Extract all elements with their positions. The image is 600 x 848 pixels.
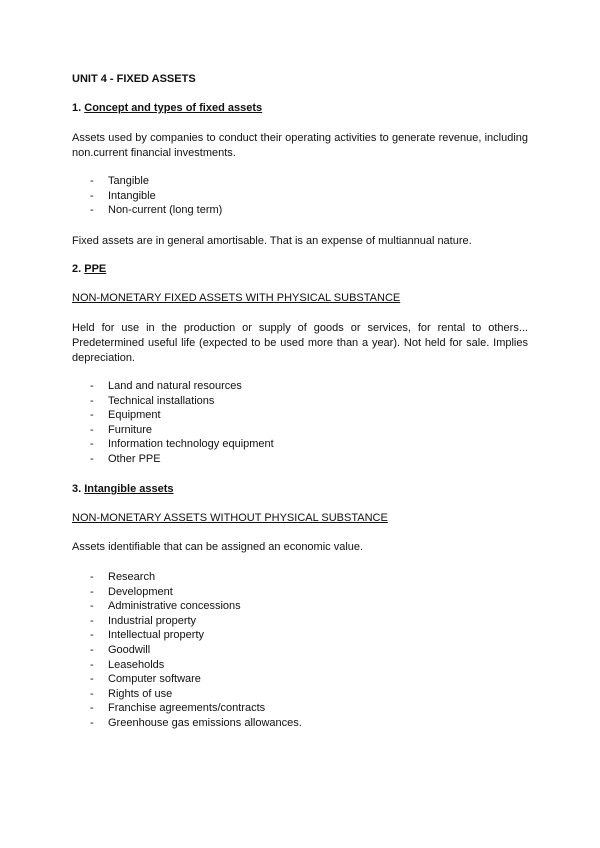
list-marker: - bbox=[90, 614, 94, 627]
list-item bbox=[90, 701, 302, 716]
list-item bbox=[90, 203, 222, 218]
list-item bbox=[90, 437, 274, 452]
list-item-text: Franchise agreements/contracts bbox=[108, 702, 266, 715]
list-item bbox=[90, 570, 302, 585]
section3-title: Intangible assets bbox=[84, 483, 174, 495]
section1-number: 1. bbox=[72, 102, 82, 114]
list-item-text: Tangible bbox=[108, 175, 149, 187]
section2-number: 2. bbox=[72, 263, 82, 275]
list-item-text: Computer software bbox=[108, 673, 201, 686]
list-item-text: Administrative concessions bbox=[108, 600, 241, 613]
list-marker: - bbox=[90, 423, 94, 436]
list-item bbox=[90, 585, 302, 600]
list-item-text: Furniture bbox=[108, 423, 153, 436]
list-item bbox=[90, 189, 222, 204]
section1-heading bbox=[72, 102, 262, 114]
list-item-text: Non-current (long term) bbox=[108, 204, 223, 217]
list-item bbox=[90, 423, 274, 438]
list-marker: - bbox=[90, 600, 94, 613]
list-item bbox=[90, 643, 302, 658]
list-marker: - bbox=[90, 571, 94, 583]
list-item-text: Greenhouse gas emissions allowances. bbox=[108, 716, 302, 729]
list-marker: - bbox=[90, 175, 94, 187]
section3-number: 3. bbox=[72, 483, 82, 495]
section2-heading bbox=[72, 263, 106, 275]
list-marker: - bbox=[90, 452, 94, 465]
list-marker: - bbox=[90, 629, 94, 642]
list-item bbox=[90, 614, 302, 629]
section3-heading bbox=[72, 483, 174, 495]
list-item bbox=[90, 408, 274, 423]
list-item bbox=[90, 174, 222, 189]
list-item bbox=[90, 672, 302, 687]
section1-list bbox=[90, 174, 222, 218]
list-marker: - bbox=[90, 702, 94, 715]
section1-closing: Fixed assets are in general amortisable. That is an expense of multiannual nature. bbox=[72, 235, 472, 247]
list-item bbox=[90, 628, 302, 643]
list-item bbox=[90, 379, 274, 394]
list-marker: - bbox=[90, 189, 94, 202]
list-item-text: Goodwill bbox=[108, 643, 151, 656]
list-marker: - bbox=[90, 673, 94, 686]
unit-title: UNIT 4 - FIXED ASSETS bbox=[72, 73, 196, 85]
list-item-text: Leaseholds bbox=[108, 658, 165, 671]
list-item-text: Intellectual property bbox=[108, 629, 204, 642]
list-item bbox=[90, 716, 302, 731]
list-item-text: Land and natural resources bbox=[108, 380, 242, 392]
section2-subheading: NON-MONETARY FIXED ASSETS WITH PHYSICAL SUBSTANCE bbox=[72, 292, 401, 304]
section3-list bbox=[90, 570, 302, 731]
list-item bbox=[90, 658, 302, 673]
list-item-text: Rights of use bbox=[108, 687, 173, 700]
list-item bbox=[90, 452, 274, 467]
list-item-text: Information technology equipment bbox=[108, 438, 274, 451]
section1-paragraph: Assets used by companies to conduct their operating activities to generate revenue, including non.current financial investments. bbox=[72, 132, 528, 159]
list-item-text: Intangible bbox=[108, 189, 156, 202]
list-marker: - bbox=[90, 687, 94, 700]
section1-title: Concept and types of fixed assets bbox=[84, 102, 263, 114]
list-item-text: Development bbox=[108, 585, 173, 598]
list-marker: - bbox=[90, 658, 94, 671]
list-item bbox=[90, 687, 302, 702]
section3-subheading: NON-MONETARY ASSETS WITHOUT PHYSICAL SUBSTANCE bbox=[72, 512, 388, 524]
list-marker: - bbox=[90, 643, 94, 656]
list-item bbox=[90, 394, 274, 409]
list-item-text: Other PPE bbox=[108, 452, 161, 465]
list-marker: - bbox=[90, 585, 94, 598]
list-marker: - bbox=[90, 380, 94, 392]
list-marker: - bbox=[90, 394, 94, 407]
section2-list bbox=[90, 379, 274, 467]
list-marker: - bbox=[90, 409, 94, 422]
list-item-text: Research bbox=[108, 571, 156, 583]
section2-paragraph: Held for use in the production or supply of goods or services, for rental to others... Predetermined useful life (expected to be used more than a year). Not held for sale. Implies depreciation. bbox=[72, 322, 528, 364]
list-marker: - bbox=[90, 204, 94, 217]
list-item-text: Technical installations bbox=[108, 394, 215, 407]
list-marker: - bbox=[90, 716, 94, 729]
list-item-text: Industrial property bbox=[108, 614, 197, 627]
section3-paragraph: Assets identifiable that can be assigned an economic value. bbox=[72, 541, 364, 553]
list-item-text: Equipment bbox=[108, 409, 161, 422]
list-marker: - bbox=[90, 438, 94, 451]
list-item bbox=[90, 599, 302, 614]
section2-title: PPE bbox=[84, 263, 107, 275]
